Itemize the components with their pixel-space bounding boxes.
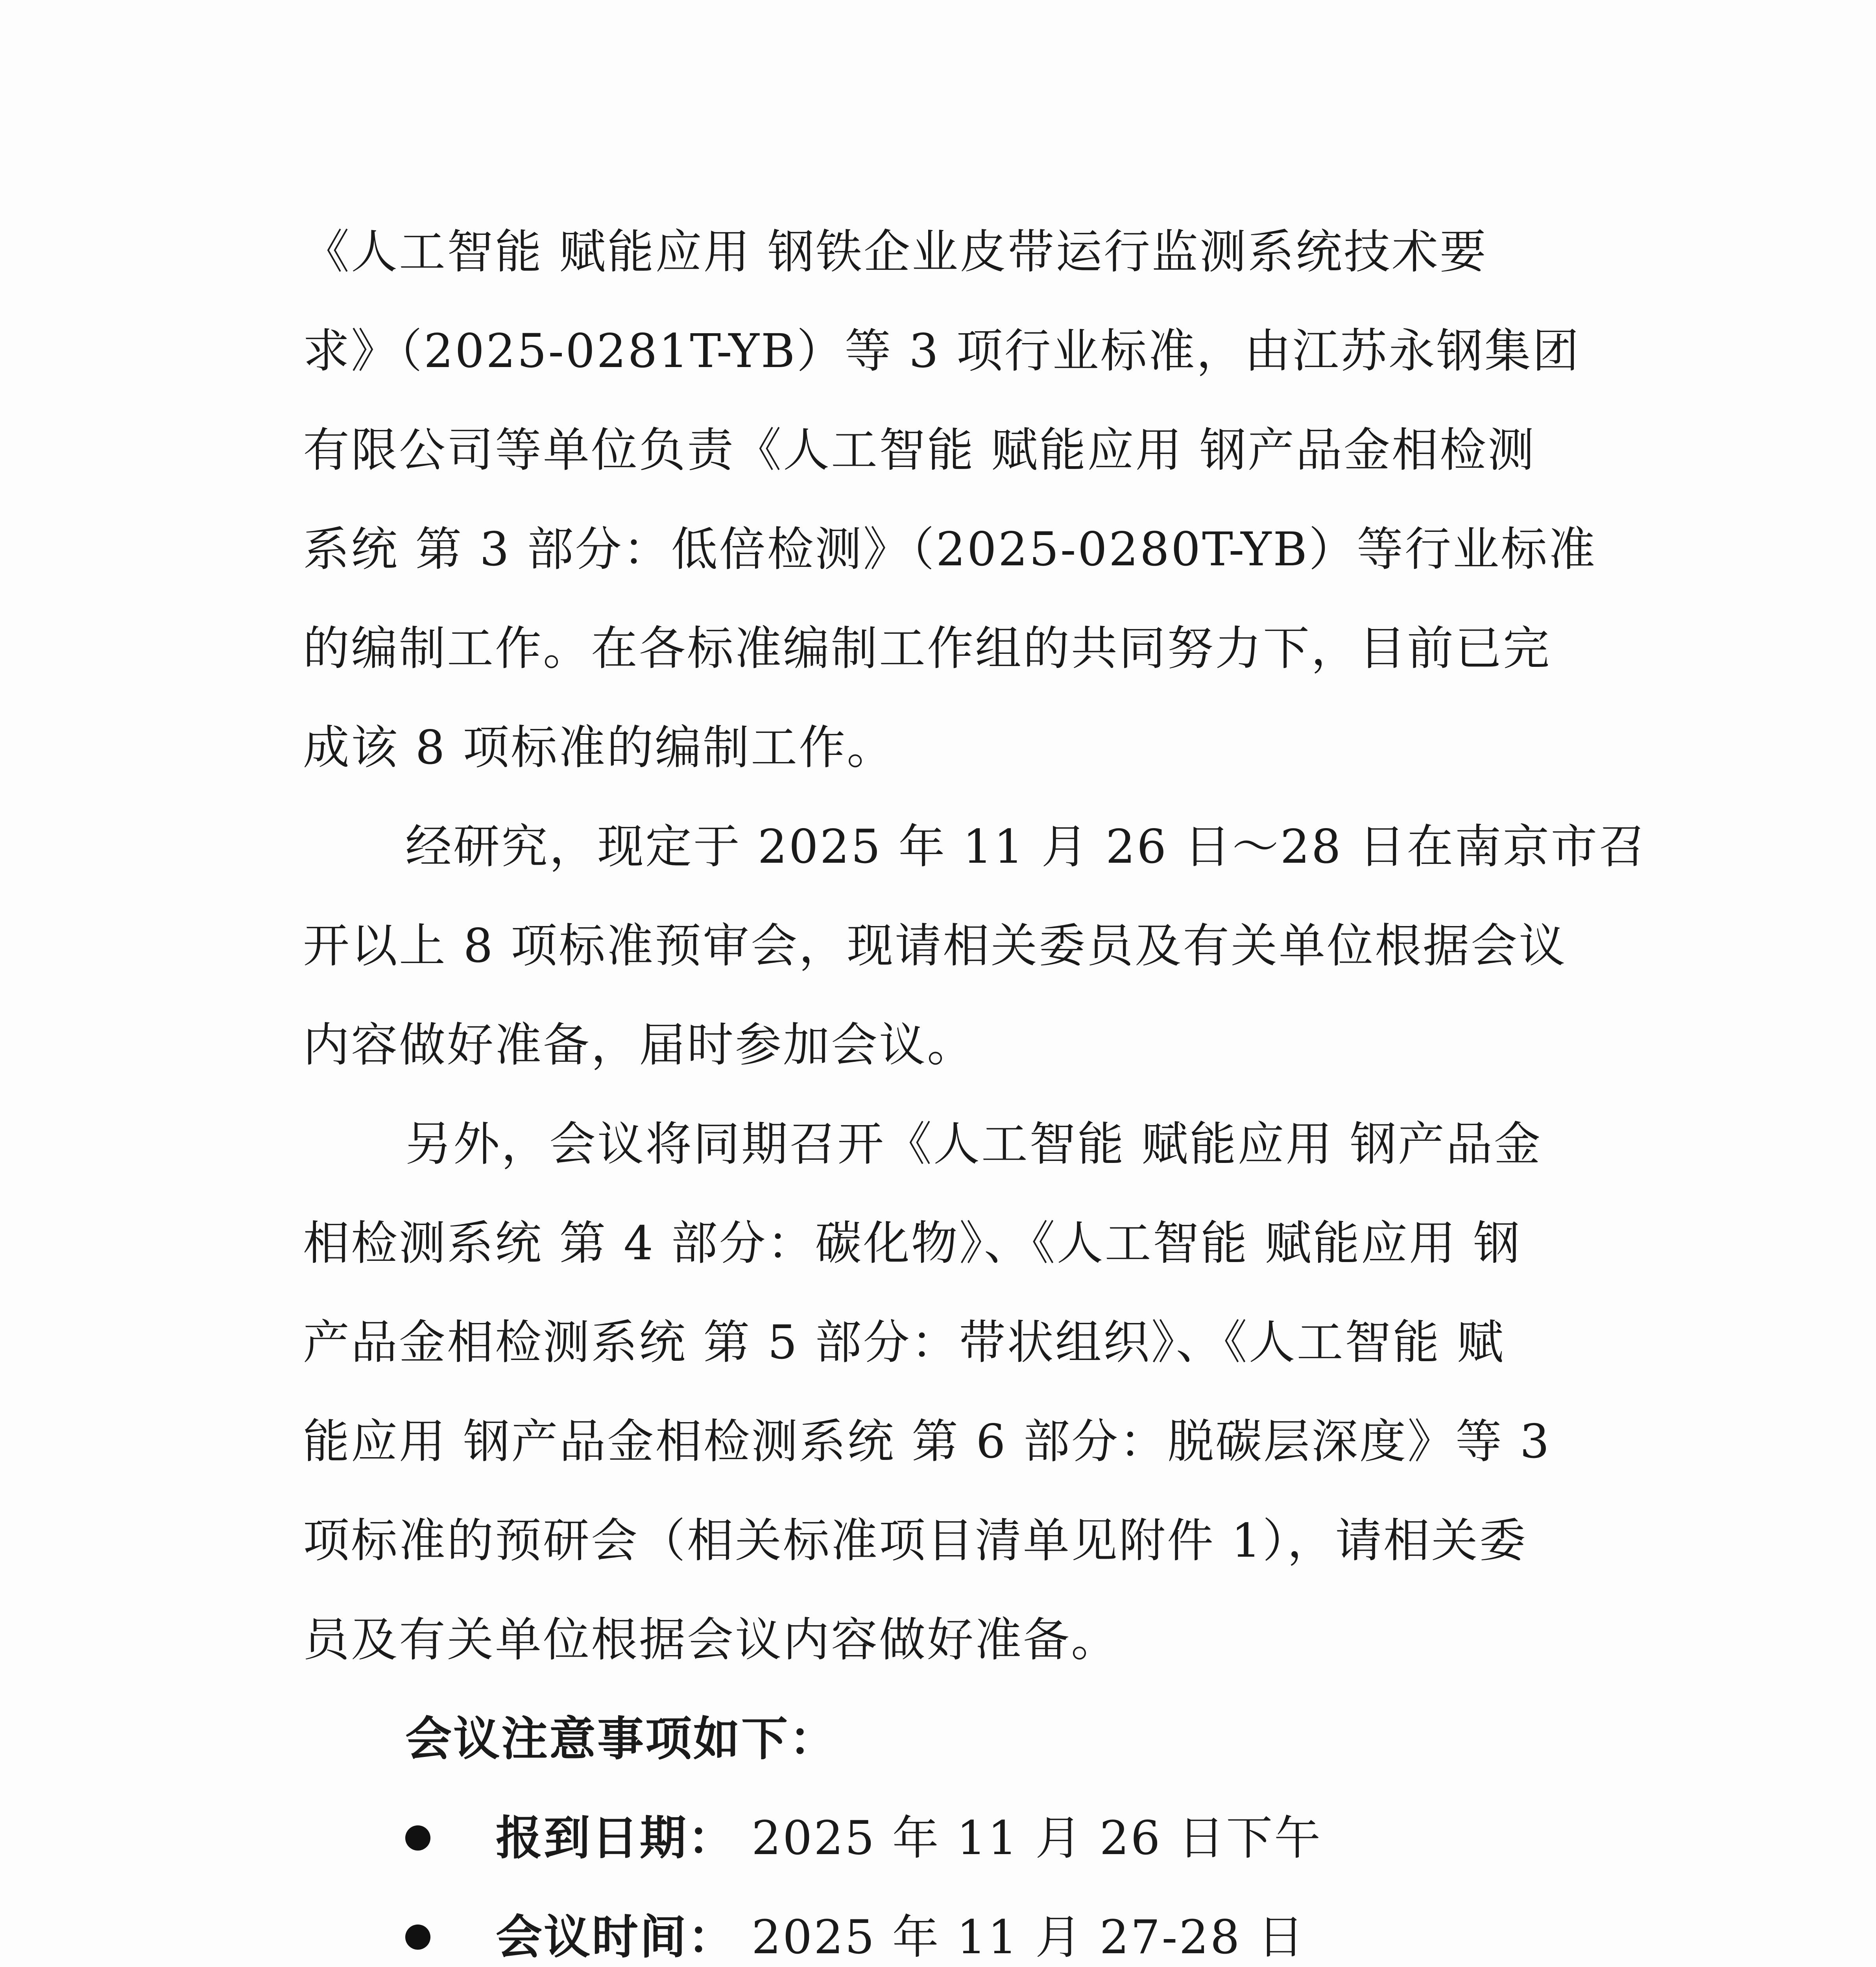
paragraph-1-line-5: 的编制工作。在各标准编制工作组的共同努力下，目前已完: [303, 621, 1551, 675]
notice-item-label: 报到日期：: [496, 1811, 736, 1865]
paragraph-1-line-1: 《人工智能 赋能应用 钢铁企业皮带运行监测系统技术要: [303, 225, 1488, 279]
bullet-dot-icon: [405, 1825, 430, 1851]
notice-item-label: 会议时间：: [496, 1910, 736, 1964]
paragraph-3-line-2: 相检测系统 第 4 部分：碳化物》、《人工智能 赋能应用 钢: [303, 1216, 1521, 1270]
notice-item-value: 2025 年 11 月 26 日下午: [752, 1811, 1322, 1865]
notice-item-value: 2025 年 11 月 27-28 日: [752, 1910, 1306, 1964]
notice-item-registration: [405, 1806, 1625, 1869]
paragraph-3-line-1: 另外，会议将同期召开《人工智能 赋能应用 钢产品金: [405, 1117, 1542, 1171]
paragraph-3-line-6: 员及有关单位根据会议内容做好准备。: [303, 1613, 1119, 1667]
notice-heading: 会议注意事项如下：: [405, 1712, 838, 1766]
paragraph-1-line-4: 系统 第 3 部分：低倍检测》（2025-0280T-YB）等行业标准: [303, 522, 1597, 576]
bullet-dot-icon: [405, 1925, 430, 1950]
paragraph-2-line-2: 开以上 8 项标准预审会，现请相关委员及有关单位根据会议: [303, 919, 1567, 973]
paragraph-1-line-2: 求》（2025-0281T-YB）等 3 项行业标准，由江苏永钢集团: [303, 324, 1581, 378]
paragraph-1-line-3: 有限公司等单位负责《人工智能 赋能应用 钢产品金相检测: [303, 423, 1536, 477]
paragraph-2-line-3: 内容做好准备，届时参加会议。: [303, 1018, 975, 1072]
paragraph-2-line-1: 经研究，现定于 2025 年 11 月 26 日～28 日在南京市召: [405, 819, 1647, 874]
notice-item-meeting-time: [405, 1906, 1625, 1967]
paragraph-3-line-4: 能应用 钢产品金相检测系统 第 6 部分：脱碳层深度》等 3: [303, 1414, 1551, 1469]
paragraph-1-line-6: 成该 8 项标准的编制工作。: [303, 720, 895, 775]
paragraph-3-line-5: 项标准的预研会（相关标准项目清单见附件 1），请相关委: [303, 1513, 1527, 1568]
paragraph-3-line-3: 产品金相检测系统 第 5 部分：带状组织》、《人工智能 赋: [303, 1315, 1505, 1369]
